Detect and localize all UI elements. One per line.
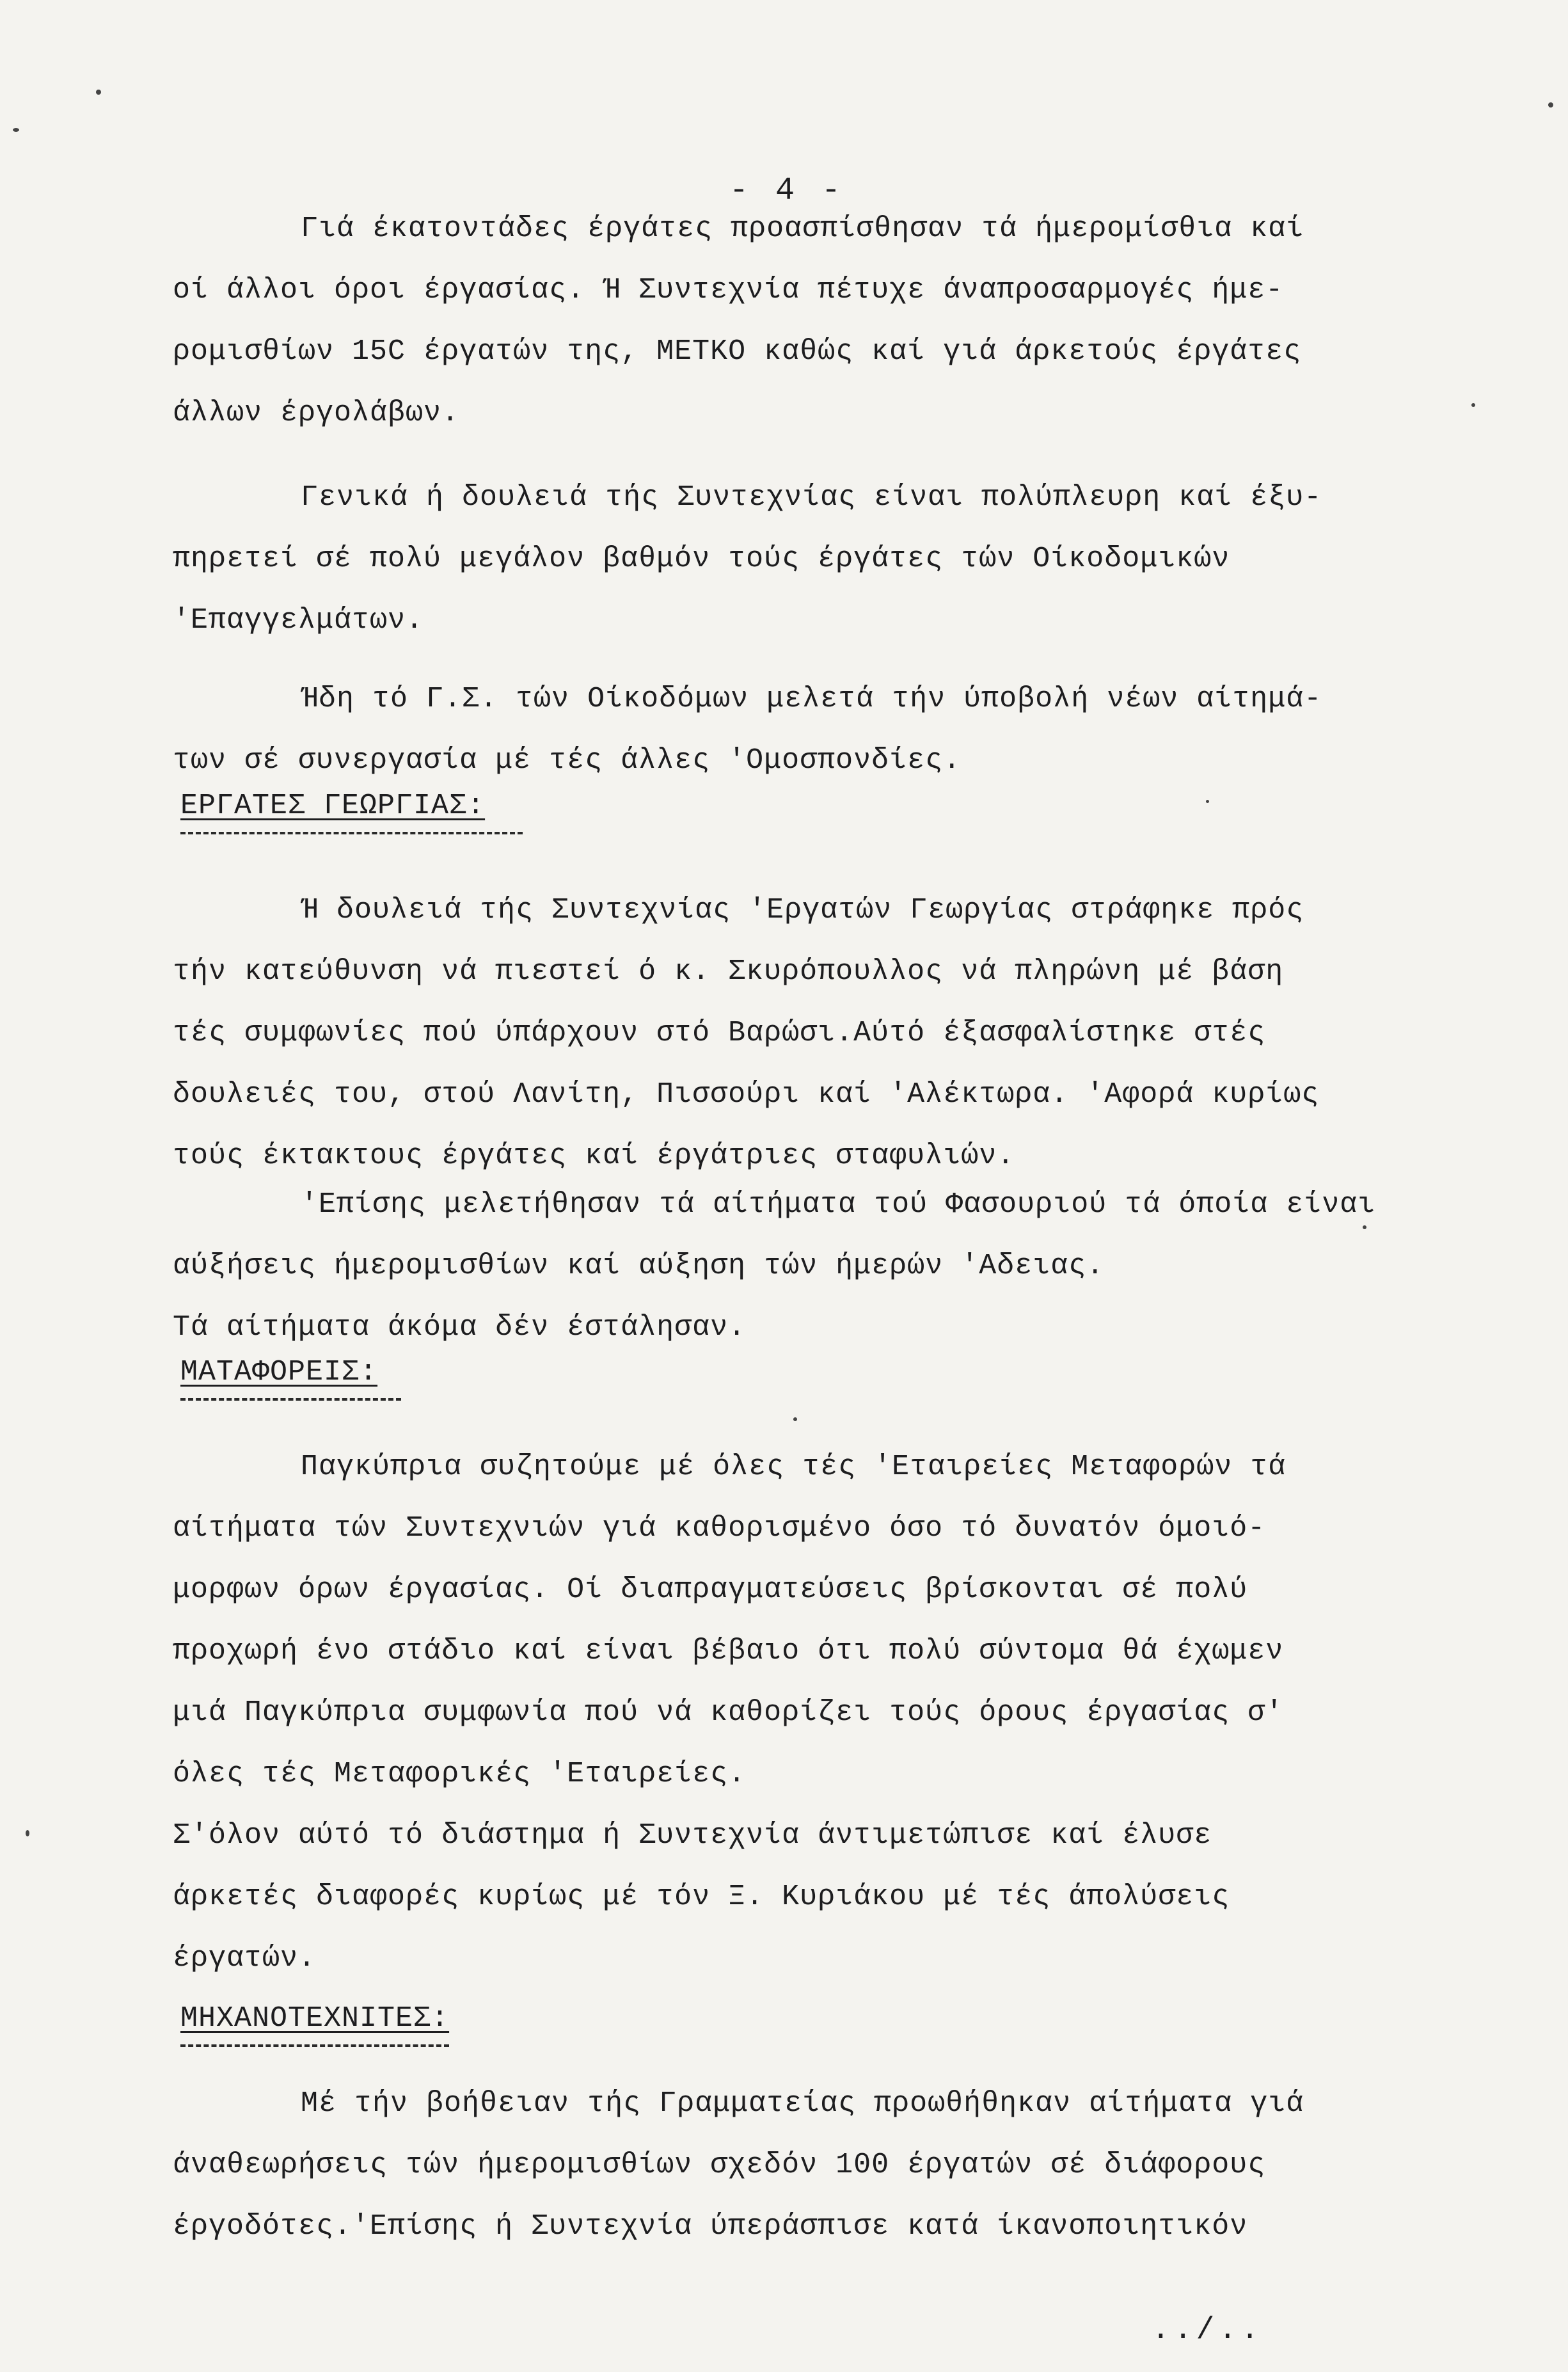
text-line: Ή δουλειά τής Συντεχνίας 'Εργατών Γεωργίας στράφηκε πρός	[301, 894, 1304, 927]
paragraph-fasouri-demands	[173, 1174, 1427, 1358]
scan-speck	[1548, 102, 1553, 107]
text-line: πηρετεί σέ πολύ μεγάλον βαθμόν τούς έργάτες τών Οίκοδομικών	[173, 543, 1230, 575]
paragraph-mechanics	[173, 2073, 1427, 2257]
heading-underline	[180, 832, 523, 834]
text-line: τές συμφωνίες πού ύπάρχουν στό Βαρώσι.Αύτό έξασφαλίστηκε στές	[173, 1017, 1266, 1049]
section-heading: ΕΡΓΑΤΕΣ ΓΕΩΡΓΙΑΣ:	[180, 790, 486, 822]
scan-speck	[1206, 800, 1209, 803]
text-line: τούς έκτακτους έργάτες καί έργάτριες σταφυλιών.	[173, 1140, 1015, 1172]
text-line: 'Επίσης μελετήθησαν τά αίτήματα τού Φασουριού τά όποία είναι	[301, 1188, 1376, 1221]
scan-speck	[13, 128, 19, 132]
paragraph-builders-demands	[173, 669, 1427, 792]
text-line: αύξήσεις ήμερομισθίων καί αύξηση τών ήμερών 'Αδειας.	[173, 1250, 1105, 1282]
text-line: άλλων έργολάβων.	[173, 397, 460, 429]
text-line: Μέ τήν βοήθειαν τής Γραμματείας προωθήθηκαν αίτήματα γιά	[301, 2087, 1304, 2120]
text-line: ρομισθίων 15C έργατών της, ΜΕΤΚΟ καθώς καί γιά άρκετούς έργάτες	[173, 335, 1302, 368]
text-line: τήν κατεύθυνση νά πιεστεί ό κ. Σκυρόπουλλος νά πληρώνη μέ βάση	[173, 955, 1284, 988]
text-line: προχωρή ένο στάδιο καί είναι βέβαιο ότι πολύ σύντομα θά έχωμεν	[173, 1635, 1284, 1668]
scan-speck	[1363, 1225, 1366, 1229]
scan-speck	[96, 90, 101, 95]
heading-underline	[180, 1398, 401, 1401]
text-line: Παγκύπρια συζητούμε μέ όλες τές 'Εταιρείες Μεταφορών τά	[301, 1451, 1287, 1483]
text-line: όλες τές Μεταφορικές 'Εταιρείες.	[173, 1758, 747, 1790]
paragraph-wages	[173, 198, 1427, 444]
paragraph-transport	[173, 1437, 1427, 1989]
text-line: οί άλλοι όροι έργασίας. Ή Συντεχνία πέτυχε άναπροσαρμογές ήμε-	[173, 274, 1284, 306]
text-line: Τά αίτήματα άκόμα δέν έστάλησαν.	[173, 1311, 747, 1344]
text-line: έργοδότες.'Επίσης ή Συντεχνία ύπεράσπισε κατά ίκανοποιητικόν	[173, 2210, 1248, 2243]
text-line: 'Επαγγελμάτων.	[173, 604, 424, 637]
text-line: μορφων όρων έργασίας. Οί διαπραγματεύσεις βρίσκονται σέ πολύ	[173, 1573, 1248, 1606]
continued-marker: ../..	[1152, 2313, 1263, 2348]
text-line: των σέ συνεργασία μέ τές άλλες 'Ομοσπονδίες.	[173, 744, 962, 777]
paragraph-agriculture	[173, 880, 1427, 1187]
heading-agriculture-workers	[180, 787, 523, 834]
paragraph-general-work	[173, 467, 1427, 651]
section-heading: ΜΑΤΑΦΟΡΕΙΣ:	[180, 1356, 378, 1389]
heading-transport	[180, 1353, 401, 1401]
text-line: έργατών.	[173, 1942, 317, 1975]
scan-speck	[1471, 403, 1475, 407]
section-heading: ΜΗΧΑΝΟΤΕΧΝΙΤΕΣ:	[180, 2002, 450, 2035]
text-line: άναθεωρήσεις τών ήμερομισθίων σχεδόν 100 έργατών σέ διάφορους	[173, 2149, 1266, 2181]
scan-speck	[26, 1830, 29, 1836]
page-number: - 4 -	[729, 173, 845, 209]
text-line: Σ'όλον αύτό τό διάστημα ή Συντεχνία άντιμετώπισε καί έλυσε	[173, 1819, 1212, 1852]
text-line: μιά Παγκύπρια συμφωνία πού νά καθορίζει τούς όρους έργασίας σ'	[173, 1696, 1284, 1729]
heading-mechanics	[180, 2000, 449, 2047]
heading-underline	[180, 2044, 449, 2047]
text-line: άρκετές διαφορές κυρίως μέ τόν Ξ. Κυριάκου μέ τές άπολύσεις	[173, 1881, 1230, 1913]
text-line: Γενικά ή δουλειά τής Συντεχνίας είναι πολύπλευρη καί έξυ-	[301, 481, 1322, 514]
text-line: Γιά έκατοντάδες έργάτες προασπίσθησαν τά ήμερομίσθια καί	[301, 212, 1304, 245]
text-line: Ήδη τό Γ.Σ. τών Οίκοδόμων μελετά τήν ύποβολή νέων αίτημά-	[301, 683, 1322, 715]
text-line: δουλειές του, στού Λανίτη, Πισσούρι καί 'Αλέκτωρα. 'Αφορά κυρίως	[173, 1078, 1320, 1111]
text-line: αίτήματα τών Συντεχνιών γιά καθορισμένο όσο τό δυνατόν όμοιό-	[173, 1512, 1266, 1545]
scan-speck	[793, 1417, 797, 1421]
